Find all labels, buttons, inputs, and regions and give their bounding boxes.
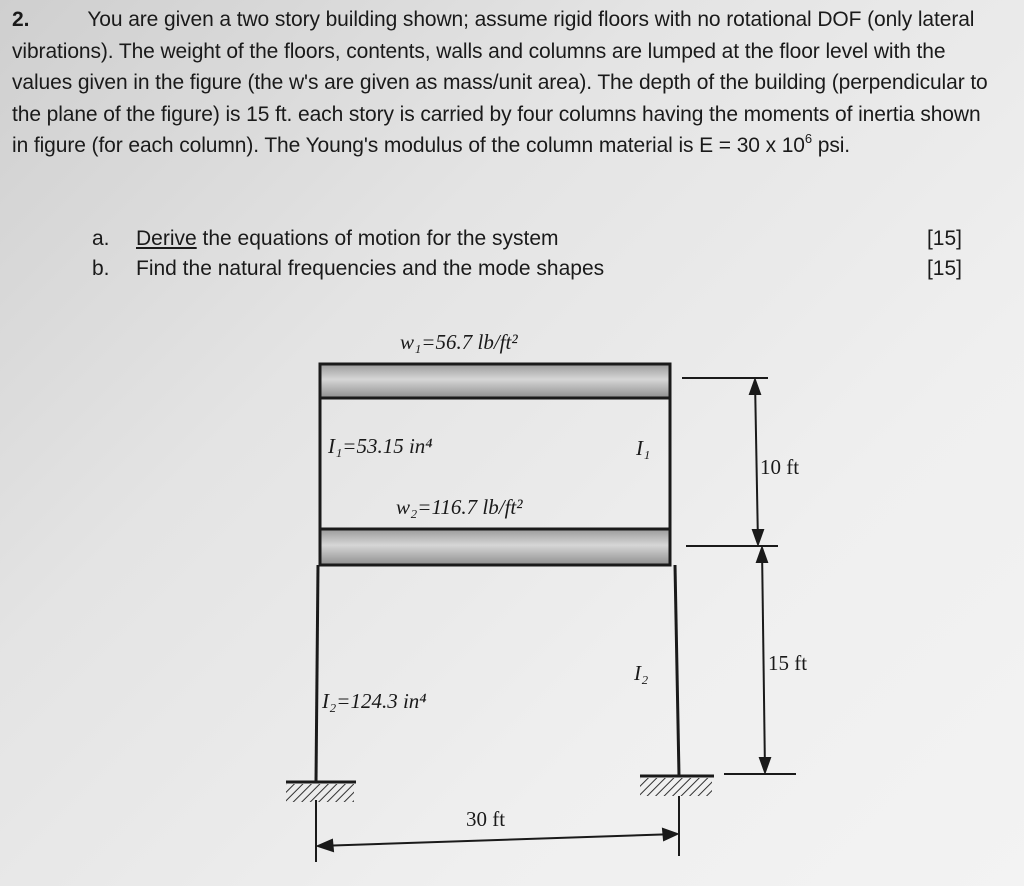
task-marks: [15] <box>926 257 962 280</box>
problem-text: You are given a two story building shown; assume rigid floors with no rotational DOF (only lateral vibrations). The weight of the floors, contents, walls and columns are lumped at the floor level with the values given in the figure (the w's are given as mass/unit area). The depth of the building (perpendicular to the plane of the figure) is 15 ft. each story is carried by four columns having the moments of inertia shown in figure (for each column). The Young's modulus of the column material is E = 30 x 10 <box>12 8 988 157</box>
lower-story-height-label: 15 ft <box>768 651 808 675</box>
I1-label: I₁ <box>636 436 651 460</box>
task-letter: a. <box>92 227 110 250</box>
w2-label: w₂=116.7 lb/ft² <box>396 495 523 519</box>
problem-text-end: psi. <box>812 134 851 157</box>
I2-value-label: I₂=124.3 in⁴ <box>322 689 427 713</box>
task-verb: Derive <box>136 227 197 250</box>
lower-floor-slab <box>320 529 670 565</box>
left-fixed-support <box>286 782 356 802</box>
task-letter: b. <box>92 257 110 280</box>
I2-label: I₂ <box>634 661 649 685</box>
task-marks: [15] <box>926 227 962 250</box>
lower-right-column <box>675 565 679 776</box>
w1-label: w₁=56.7 lb/ft² <box>400 330 518 354</box>
right-fixed-support <box>640 776 714 796</box>
span-label: 30 ft <box>466 807 506 831</box>
height-dimension-lines <box>682 378 796 774</box>
lower-left-column <box>316 565 318 782</box>
problem-number: 2. <box>12 8 30 31</box>
top-floor-slab <box>320 364 670 398</box>
I1-value-label: I₁=53.15 in⁴ <box>328 434 433 458</box>
problem-exponent: 6 <box>804 131 813 146</box>
task-text: the equations of motion for the system <box>196 227 559 250</box>
task-text: Find the natural frequencies and the mode shapes <box>136 257 605 280</box>
upper-story-height-label: 10 ft <box>760 455 800 479</box>
